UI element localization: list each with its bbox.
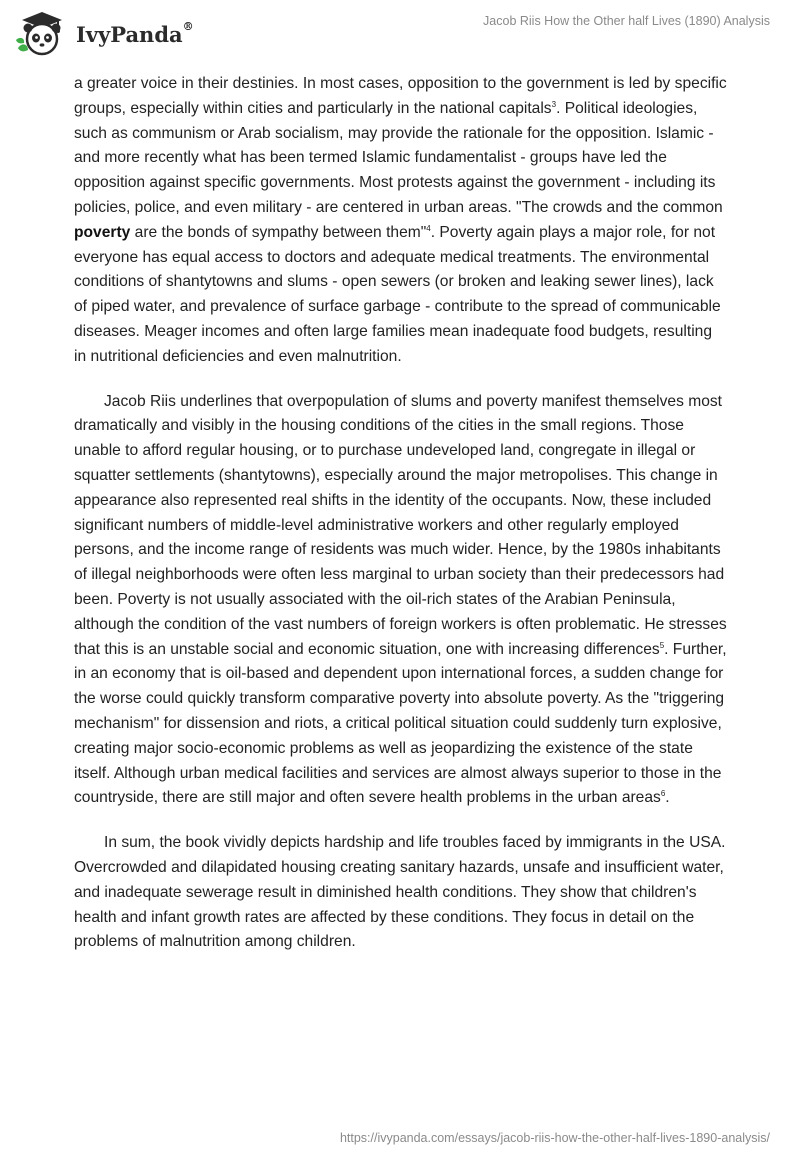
essay-body <box>74 72 728 975</box>
footnote-5: 5 <box>659 640 665 650</box>
bold-keyword: poverty <box>74 223 131 241</box>
page-header <box>0 0 800 70</box>
panda-graduate-logo-icon <box>14 8 66 58</box>
document-title: Jacob Riis How the Other half Lives (1890) Analysis <box>483 14 770 28</box>
footnote-6: 6 <box>660 789 666 799</box>
paragraph-1: a greater voice in their destinies. In most cases, opposition to the government is led by specific groups, especially within cities and particularly in the national capitals$^3$. Political ideologies, such as communism or Arab socialism, may provide the rationale for the opposition. Islamic - and more recently what has been termed Islamic fundamentalist - groups have led the opposition against specific governments. Most protests against the government - including its policies, police, and even military - are centered in urban areas. "The crowds and the common poverty are the bonds of sympathy between them"$^4$. Poverty again plays a major role, for not everyone has equal access to doctors and adequate medical treatments. The environmental conditions of shantytowns and slums - open sewers (or broken and leaking sewer lines), lack of piped water, and prevalence of surface garbage - contribute to the spread of communicable diseases. Meager incomes and often large families mean inadequate food budgets, resulting in nutritional deficiencies and even malnutrition. <box>74 75 727 365</box>
footnote-4: 4 <box>426 223 431 233</box>
paragraph-2: Jacob Riis underlines that overpopulation of slums and poverty manifest themselves most dramatically and visibly in the housing conditions of the cities in the small regions. Those unable to afford regular housing, or to purchase undeveloped land, congregate in illegal or squatter settlements (shantytowns), especially around the major metropolises. This change in appearance also represented real shifts in the identity of the occupants. Now, these included significant numbers of middle-level administrative workers and other regularly employed persons, and the income range of residents was much wider. Hence, by the 1980s inhabitants of illegal neighborhoods were often less marginal to urban society than their predecessors had been. Poverty is not usually associated with the oil-rich states of the Arabian Peninsula, although the condition of the vast numbers of foreign workers is often problematic. He stresses that this is an unstable social and economic situation, one with increasing differences$^5$. Further, in an economy that is oil-based and dependent upon international forces, a sudden change for the worse could quickly transform comparative poverty into absolute poverty. As the "triggering mechanism" for dissension and riots, a critical political situation could suddenly turn explosive, creating major socio-economic problems as well as jeopardizing the existence of the state itself. Although urban medical facilities and services are almost always superior to those in the countryside, there are still major and often severe health problems in the urban areas$^6$. <box>74 392 727 807</box>
brand-name: IvyPanda® <box>76 20 194 47</box>
paragraph-3: In sum, the book vividly depicts hardship and life troubles faced by immigrants in the USA. Overcrowded and dilapidated housing creating sanitary hazards, unsafe and insufficient water, and inadequate sewerage result in diminished health conditions. They show that children's health and infant growth rates are affected by these conditions. They focus in detail on the problems of malnutrition among children. <box>74 834 726 951</box>
footnote-3: 3 <box>551 99 557 109</box>
source-url[interactable]: https://ivypanda.com/essays/jacob-riis-how-the-other-half-lives-1890-analysis/ <box>339 1131 770 1145</box>
ivypanda-logo[interactable] <box>14 8 214 58</box>
